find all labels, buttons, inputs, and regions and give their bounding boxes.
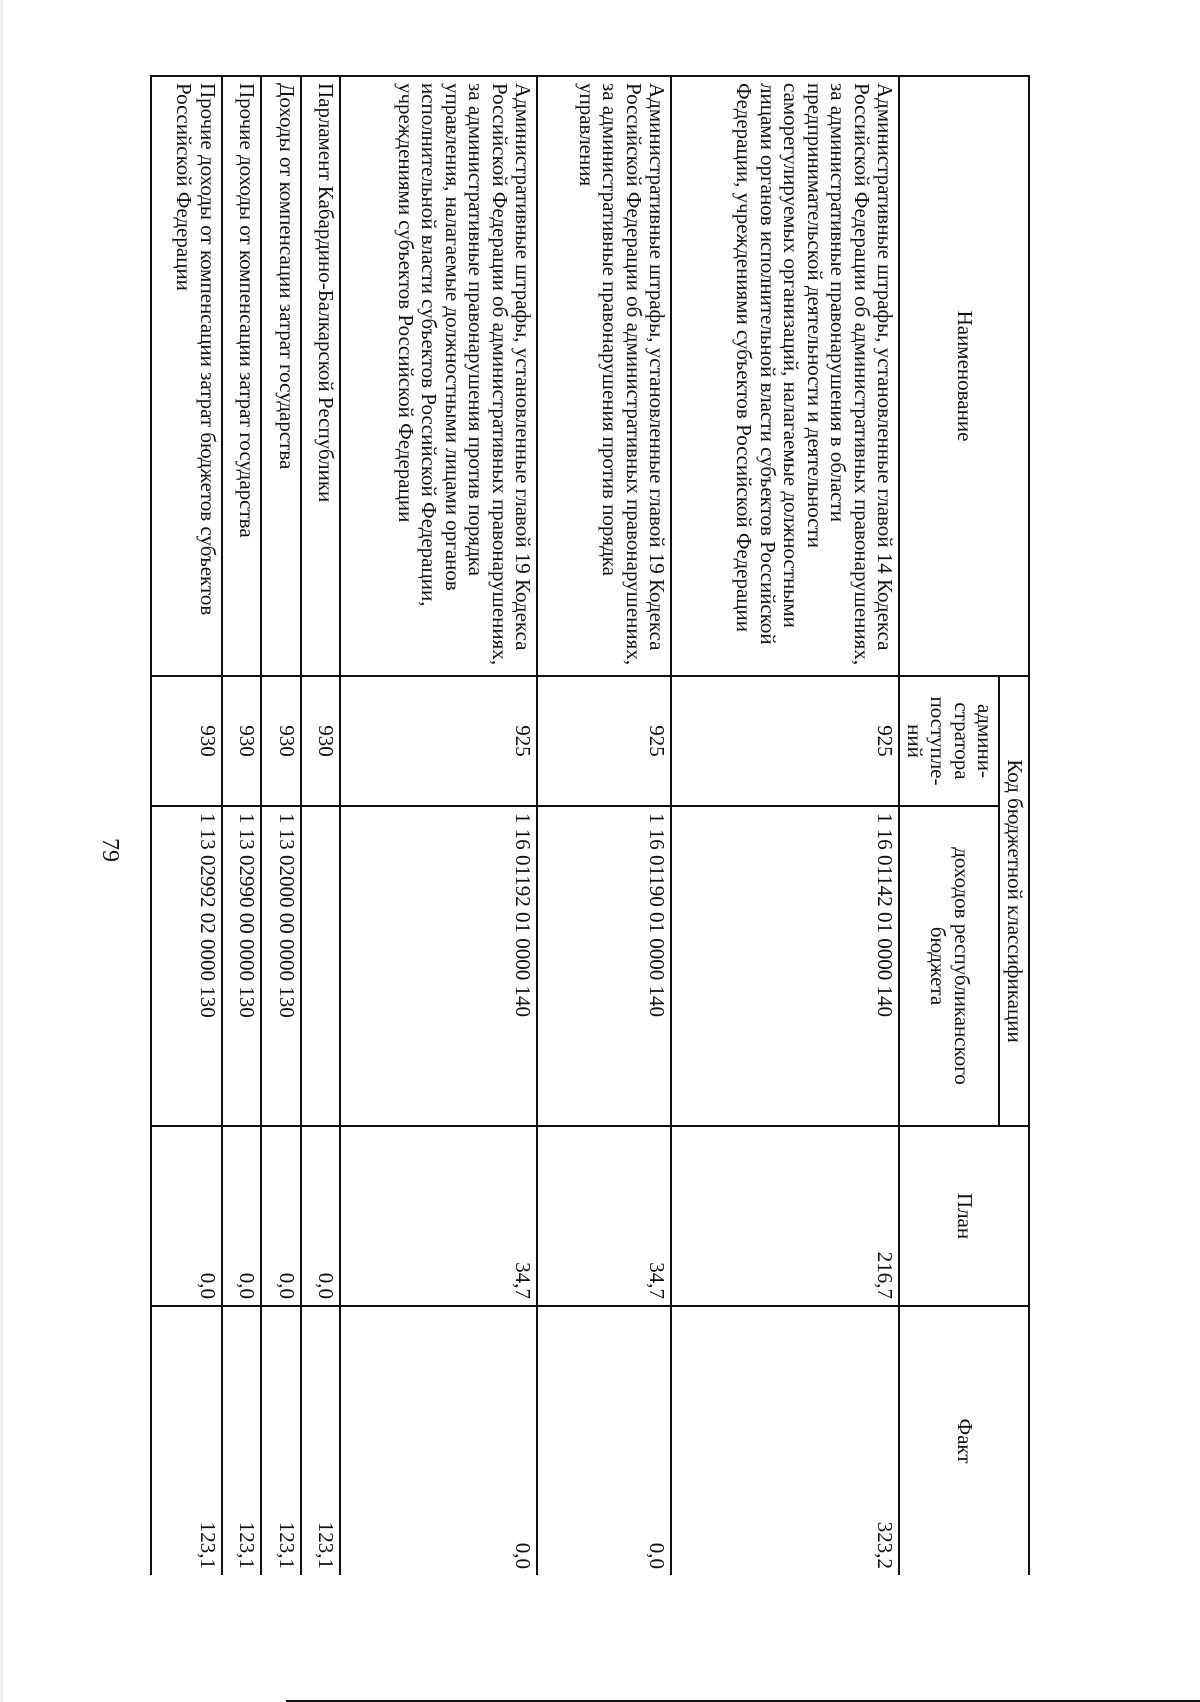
row-code (301, 806, 340, 1126)
row-code: 1 13 02000 00 0000 130 (261, 806, 300, 1126)
table-row (222, 76, 261, 1575)
row-plan: 0,0 (261, 1126, 300, 1306)
header-code-group: Код бюджетной классификации (999, 676, 1029, 1126)
row-code: 1 13 02992 02 0000 130 (151, 806, 222, 1126)
table-row (261, 76, 300, 1575)
page-number: 79 (97, 838, 123, 862)
row-fact: 0,0 (537, 1306, 671, 1575)
row-plan: 34,7 (537, 1126, 671, 1306)
row-admin: 930 (261, 676, 300, 806)
row-fact: 123,1 (301, 1306, 340, 1575)
row-fact: 123,1 (151, 1306, 222, 1575)
rotated-document-area (150, 75, 1030, 1575)
row-name: Административные штрафы, установленные главой 19 Кодекса Российской Федерации об административных правонарушениях, за административные правонарушения против порядка управления (537, 76, 671, 676)
header-income: доходов республиканского бюджета (899, 806, 999, 1126)
row-fact: 0,0 (340, 1306, 537, 1575)
row-code: 1 16 01190 01 0000 140 (537, 806, 671, 1126)
row-admin: 925 (537, 676, 671, 806)
scan-edge (0, 0, 3, 1702)
table-row (301, 76, 340, 1575)
row-fact: 323,2 (671, 1306, 899, 1575)
row-admin: 925 (340, 676, 537, 806)
row-plan: 0,0 (301, 1126, 340, 1306)
table-row (537, 76, 671, 1575)
row-plan: 0,0 (222, 1126, 261, 1306)
row-plan: 216,7 (671, 1126, 899, 1306)
table-row (671, 76, 899, 1575)
row-fact: 123,1 (222, 1306, 261, 1575)
row-code: 1 16 01142 01 0000 140 (671, 806, 899, 1126)
row-fact: 123,1 (261, 1306, 300, 1575)
table-row (340, 76, 537, 1575)
row-name: Прочие доходы от компенсации затрат бюджетов субъектов Российской Федерации (151, 76, 222, 676)
row-code: 1 13 02990 00 0000 130 (222, 806, 261, 1126)
row-admin: 930 (151, 676, 222, 806)
budget-revenue-table (150, 75, 1030, 1575)
row-name: Парламент Кабардино-Балкарской Республики (301, 76, 340, 676)
header-admin: админи-стратора поступле-ний (899, 676, 999, 806)
row-name: Доходы от компенсации затрат государства (261, 76, 300, 676)
header-name: Наименование (899, 76, 1029, 676)
row-plan: 0,0 (151, 1126, 222, 1306)
row-admin: 925 (671, 676, 899, 806)
row-name: Административные штрафы, установленные главой 19 Кодекса Российской Федерации об административных правонарушениях, за административные правонарушения против порядка управления, налагаемые должностными лицами органов исполнительной власти субъектов Российской Федерации, учреждениями субъектов Российской Федерации (340, 76, 537, 676)
row-code: 1 16 01192 01 0000 140 (340, 806, 537, 1126)
row-admin: 930 (301, 676, 340, 806)
header-fact: Факт (899, 1306, 1029, 1575)
table-row (151, 76, 222, 1575)
row-name: Административные штрафы, установленные главой 14 Кодекса Российской Федерации об административных правонарушениях, за административные правонарушения в области предпринимательской деятельности и деятельности саморегулируемых организаций, налагаемые должностными лицами органов исполнительной власти субъектов Российской Федерации, учреждениями субъектов Российской Федерации (671, 76, 899, 676)
header-plan: План (899, 1126, 1029, 1306)
row-admin: 930 (222, 676, 261, 806)
header-row-1 (999, 76, 1029, 1575)
row-name: Прочие доходы от компенсации затрат государства (222, 76, 261, 676)
row-plan: 34,7 (340, 1126, 537, 1306)
